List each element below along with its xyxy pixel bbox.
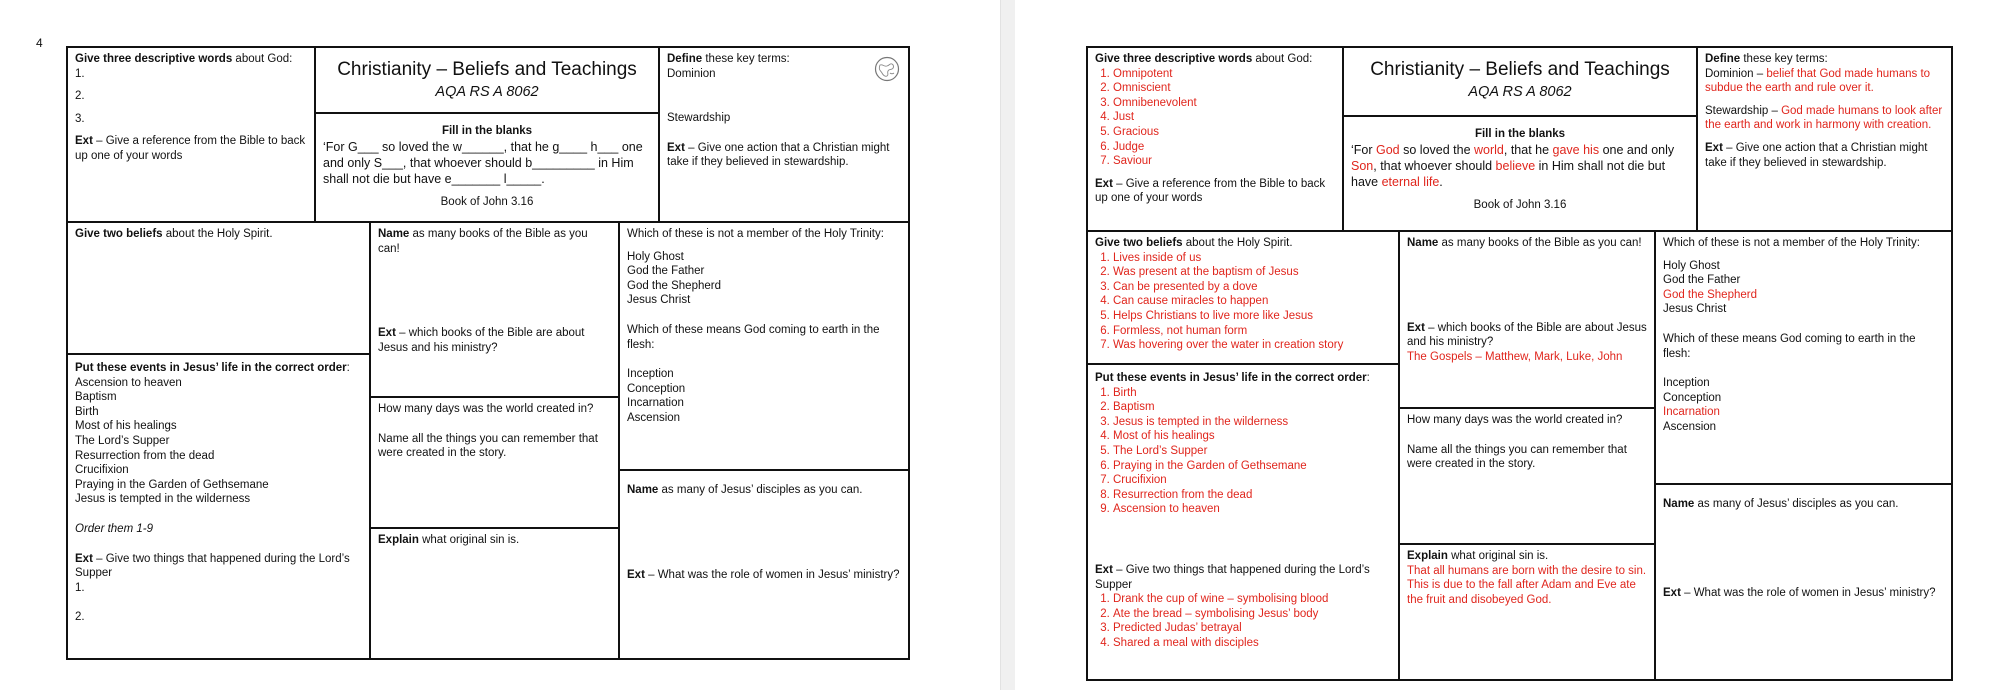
events-bold: Put these events in Jesus’ life in the correct order	[1095, 372, 1367, 384]
answer-item: 3. Jesus is tempted in the wilderness	[1113, 415, 1391, 430]
term-dominion: Dominion	[667, 67, 716, 80]
fill-blanks-box	[314, 112, 660, 223]
right-page-answers	[1015, 0, 1991, 690]
answer-item: 7. Saviour	[1113, 154, 1335, 169]
events-order-box	[66, 353, 371, 660]
answer-item: 8. Resurrection from the dead	[1113, 488, 1391, 503]
trinity-box	[1654, 230, 1953, 485]
answer-item: 2. Ate the bread – symbolising Jesus’ body	[1113, 607, 1391, 622]
ext-label: Ext	[1705, 141, 1723, 154]
answer-item: 7. Was hovering over the water in creation story	[1113, 338, 1391, 353]
blank-line-2: 2.	[75, 90, 85, 103]
incarnation-question: Which of these means God coming to earth in the flesh:	[1663, 332, 1916, 360]
title-box	[1342, 46, 1698, 117]
spirit-bold: Give two beliefs	[75, 228, 163, 240]
trinity-question: Which of these is not a member of the Holy Trinity:	[627, 228, 884, 240]
answer-item: 9. Ascension to heaven	[1113, 502, 1391, 517]
trinity-option: God the Father	[1663, 274, 1741, 287]
page-subtitle: AQA RS A 8062	[1468, 84, 1572, 100]
stewardship-answer: God made humans to look after the earth and work in harmony with creation.	[1705, 104, 1943, 132]
ext-text: – which books of the Bible are about Jesus and his ministry?	[1407, 321, 1647, 349]
incarnation-option: Conception	[1663, 391, 1722, 404]
answer-item: 2. Was present at the baptism of Jesus	[1113, 265, 1391, 280]
disciples-bold: Name	[1663, 498, 1695, 510]
order-note: Order them 1-9	[75, 522, 153, 535]
answer-item: 4. Most of his healings	[1113, 429, 1391, 444]
incarnation-option: Ascension	[627, 411, 681, 424]
creation-box	[1398, 407, 1656, 545]
blanks-ref: Book of John 3.16	[1473, 198, 1567, 211]
books-bold: Name	[378, 228, 410, 240]
trinity-option: God the Father	[627, 265, 705, 278]
ext-text: – Give one action that a Christian might take if they believed in stewardship.	[667, 141, 890, 169]
ext-text: – Give one action that a Christian might take if they believed in stewardship.	[1705, 141, 1928, 169]
incarnation-option: Ascension	[1663, 420, 1717, 433]
ext-text: – Give two things that happened during the Lord’s Supper	[75, 552, 350, 580]
creation-things-question: Name all the things you can remember that were created in the story.	[378, 432, 598, 460]
sin-bold: Explain	[1407, 550, 1448, 562]
incarnation-option: Inception	[627, 368, 674, 381]
disciples-bold: Name	[627, 484, 659, 496]
disciples-box	[1654, 483, 1953, 681]
ext-text: – which books of the Bible are about Jesus and his ministry?	[378, 327, 585, 354]
answer-item: 6. Praying in the Garden of Gethsemane	[1113, 459, 1391, 474]
ext-label: Ext	[667, 141, 685, 154]
trinity-option: Holy Ghost	[627, 250, 684, 263]
event-item: Jesus is tempted in the wilderness	[75, 493, 251, 506]
ext-label: Ext	[75, 552, 93, 565]
sin-rest: what original sin is.	[1447, 550, 1549, 562]
trinity-box	[618, 221, 910, 471]
answer-item: 1. Lives inside of us	[1113, 251, 1391, 266]
event-item: The Lord’s Supper	[75, 434, 170, 447]
books-bold: Name	[1407, 237, 1439, 249]
events-colon: :	[346, 362, 350, 374]
answer-item: 6. Formless, not human form	[1113, 324, 1391, 339]
ext-text: – What was the role of women in Jesus’ ministry?	[1680, 586, 1936, 599]
ext-label: Ext	[1407, 321, 1425, 334]
spirit-rest: about the Holy Spirit.	[1182, 237, 1293, 249]
creation-days-question: How many days was the world created in?	[1407, 414, 1623, 426]
descriptive-words-box	[1086, 46, 1344, 232]
disciples-rest: as many of Jesus’ disciples as you can.	[658, 484, 863, 496]
original-sin-box	[1398, 543, 1656, 681]
creation-box	[369, 396, 620, 529]
answer-item: 1. Omnipotent	[1113, 67, 1335, 82]
bible-books-box	[1398, 230, 1656, 409]
ext-text: – Give two things that happened during the Lord’s Supper	[1095, 563, 1370, 591]
event-item: Birth	[75, 405, 99, 418]
holy-spirit-box	[1086, 230, 1400, 365]
answer-item: 4. Just	[1113, 110, 1335, 125]
answer-item: 4. Shared a meal with disciples	[1113, 636, 1391, 651]
disciples-rest: as many of Jesus’ disciples as you can.	[1694, 498, 1899, 510]
spirit-bold: Give two beliefs	[1095, 237, 1183, 249]
term-dash: –	[1768, 104, 1782, 117]
define-bold: Define	[667, 53, 703, 65]
books-rest: as many books of the Bible as you can!	[378, 228, 588, 255]
page-divider	[1000, 0, 1016, 690]
term-dash: –	[1753, 67, 1767, 80]
define-box	[1696, 46, 1953, 232]
ext-label: Ext	[1663, 586, 1681, 599]
ext-text: – What was the role of women in Jesus’ ministry?	[644, 568, 900, 581]
events-order-box	[1086, 363, 1400, 681]
books-rest: as many books of the Bible as you can!	[1438, 237, 1642, 249]
ordered-events	[1095, 386, 1391, 517]
ext-text: – Give a reference from the Bible to back up one of your words	[75, 135, 306, 162]
ext-label: Ext	[1095, 563, 1113, 576]
blanks-text-answered: ‘For God so loved the world, that he gave his one and only Son, that whoever should believe in Him shall not die but have eternal life.	[1351, 142, 1675, 189]
incarnation-question: Which of these means God coming to earth in the flesh:	[627, 323, 880, 351]
answer-item: 4. Can cause miracles to happen	[1113, 294, 1391, 309]
dominion-answer: belief that God made humans to subdue the earth and rule over it.	[1705, 67, 1931, 95]
spirit-answers	[1095, 251, 1391, 353]
define-rest: these key terms:	[1740, 53, 1828, 65]
page-number: 4	[36, 36, 43, 50]
holy-spirit-box	[66, 221, 371, 355]
sin-answer: That all humans are born with the desire to sin. This is due to the fall after Adam and Eve ate the fruit and disobeyed God.	[1407, 564, 1647, 606]
label-rest: about God:	[1252, 53, 1313, 65]
globe-icon	[874, 56, 900, 82]
answer-item: 5. Helps Christians to live more like Jesus	[1113, 309, 1391, 324]
descriptive-answers	[1095, 67, 1335, 169]
trinity-question: Which of these is not a member of the Holy Trinity:	[1663, 237, 1920, 249]
page-subtitle: AQA RS A 8062	[435, 84, 539, 100]
blank-line-1: 1.	[75, 67, 85, 80]
blanks-heading: Fill in the blanks	[1474, 128, 1566, 140]
blanks-text: ‘For G___ so loved the w______, that he g____ h___ one and only S___, that whoever should b_________ in Him shall not die but have e_______ l_____.	[323, 139, 643, 186]
answer-item: 3. Predicted Judas’ betrayal	[1113, 621, 1391, 636]
incarnation-answer: Incarnation	[1663, 406, 1720, 419]
descriptive-words-box	[66, 46, 316, 223]
title-box	[314, 46, 660, 114]
event-item: Most of his healings	[75, 420, 177, 433]
answer-item: 5. The Lord’s Supper	[1113, 444, 1391, 459]
term-stewardship: Stewardship	[667, 112, 731, 125]
events-colon: :	[1366, 372, 1370, 384]
answer-item: 6. Judge	[1113, 140, 1335, 155]
sin-bold: Explain	[378, 534, 419, 546]
answer-item: 5. Gracious	[1113, 125, 1335, 140]
fill-blanks-box	[1342, 115, 1698, 232]
answer-item: 2. Omniscient	[1113, 81, 1335, 96]
blanks-ref: Book of John 3.16	[440, 195, 534, 208]
trinity-option: God the Shepherd	[627, 279, 721, 292]
ext-label: Ext	[75, 135, 93, 148]
event-item: Praying in the Garden of Gethsemane	[75, 478, 269, 491]
label-bold: Give three descriptive words	[75, 53, 233, 65]
disciples-box	[618, 469, 910, 660]
answer-item: 3. Can be presented by a dove	[1113, 280, 1391, 295]
incarnation-option: Conception	[627, 382, 686, 395]
answer-item: 3. Omnibenevolent	[1113, 96, 1335, 111]
bible-books-box	[369, 221, 620, 398]
answer-item: 2. Baptism	[1113, 400, 1391, 415]
answer-item: 1. Drank the cup of wine – symbolising blood	[1113, 592, 1391, 607]
trinity-option: Jesus Christ	[1663, 303, 1727, 316]
define-rest: these key terms:	[702, 53, 790, 65]
trinity-option: Jesus Christ	[627, 294, 691, 307]
define-bold: Define	[1705, 53, 1741, 65]
answer-item: 1. Birth	[1113, 386, 1391, 401]
label-bold: Give three descriptive words	[1095, 53, 1253, 65]
blank-line-2: 2.	[75, 611, 85, 624]
event-item: Ascension to heaven	[75, 376, 182, 389]
sin-rest: what original sin is.	[418, 534, 520, 546]
blank-line-3: 3.	[75, 112, 85, 125]
event-item: Resurrection from the dead	[75, 449, 215, 462]
ext-label: Ext	[378, 327, 396, 340]
original-sin-box	[369, 527, 620, 660]
ext-text: – Give a reference from the Bible to back up one of your words	[1095, 177, 1326, 205]
ext-label: Ext	[1095, 177, 1113, 190]
page-title: Christianity – Beliefs and Teachings	[337, 59, 637, 80]
ext-label: Ext	[627, 568, 645, 581]
spirit-rest: about the Holy Spirit.	[162, 228, 273, 240]
answer-item: 7. Crucifixion	[1113, 473, 1391, 488]
blank-line-1: 1.	[75, 581, 85, 594]
supper-answers	[1095, 592, 1391, 650]
books-answer: The Gospels – Matthew, Mark, Luke, John	[1407, 350, 1623, 363]
event-item: Baptism	[75, 391, 117, 404]
term-dominion: Dominion	[1705, 67, 1754, 80]
blanks-heading: Fill in the blanks	[441, 125, 533, 137]
term-stewardship: Stewardship	[1705, 104, 1769, 117]
page-title: Christianity – Beliefs and Teachings	[1370, 59, 1670, 80]
define-box	[658, 46, 910, 223]
trinity-answer: God the Shepherd	[1663, 288, 1757, 301]
incarnation-option: Inception	[1663, 377, 1710, 390]
event-item: Crucifixion	[75, 464, 129, 477]
events-bold: Put these events in Jesus’ life in the correct order	[75, 362, 347, 374]
creation-things-question: Name all the things you can remember that were created in the story.	[1407, 443, 1627, 471]
incarnation-option: Incarnation	[627, 397, 684, 410]
trinity-option: Holy Ghost	[1663, 259, 1720, 272]
label-rest: about God:	[232, 53, 293, 65]
creation-days-question: How many days was the world created in?	[378, 403, 594, 415]
